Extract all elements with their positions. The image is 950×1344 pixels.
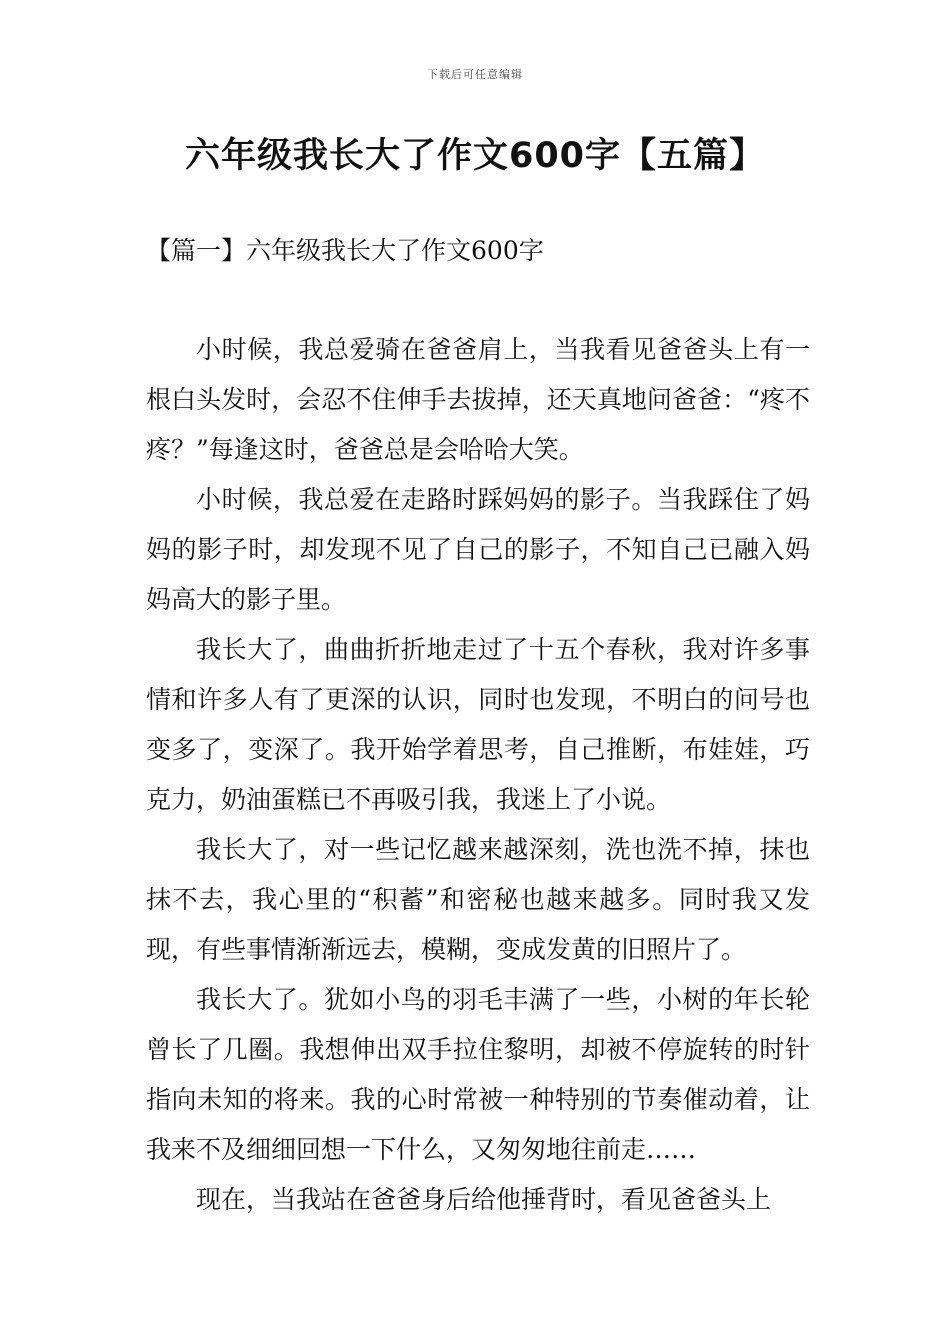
paragraph-4: 我长大了，对一些记忆越来越深刻，洗也洗不掉，抹也抹不去，我心里的“积蓄”和密秘也越来越多。同时我又发现，有些事情渐渐远去，模糊，变成发黄的旧照片了。 [146,835,810,964]
paragraph-1: 小时候，我总爱骑在爸爸肩上，当我看见爸爸头上有一根白头发时，会忍不住伸手去拔掉，还天真地问爸爸：“疼不疼？”每逢这时，爸爸总是会哈哈大笑。 [146,335,810,464]
essay-body [146,325,810,1225]
paragraph-2: 小时候，我总爱在走路时踩妈妈的影子。当我踩住了妈妈的影子时，却发现不见了自己的影子，不知自己已融入妈妈高大的影子里。 [146,485,810,614]
paragraph-6: 现在，当我站在爸爸身后给他捶背时，看见爸爸头上 [196,1185,772,1214]
document-title: 六年级我长大了作文600字【五篇】 [184,136,766,176]
paragraph-5: 我长大了。犹如小鸟的羽毛丰满了一些，小树的年长轮曾长了几圈。我想伸出双手拉住黎明，却被不停旋转的时针指向未知的将来。我的心时常被一种特别的节奏催动着，让我来不及细细回想一下什么，又匆匆地往前走…… [146,985,810,1164]
section-heading: 【篇一】六年级我长大了作文600字 [146,236,544,265]
paragraph-3: 我长大了，曲曲折折地走过了十五个春秋，我对许多事情和许多人有了更深的认识，同时也发现，不明白的问号也变多了，变深了。我开始学着思考，自己推断，布娃娃，巧克力，奶油蛋糕已不再吸引我，我迷上了小说。 [146,635,810,814]
page-header-note: 下载后可任意编辑 [427,68,523,81]
